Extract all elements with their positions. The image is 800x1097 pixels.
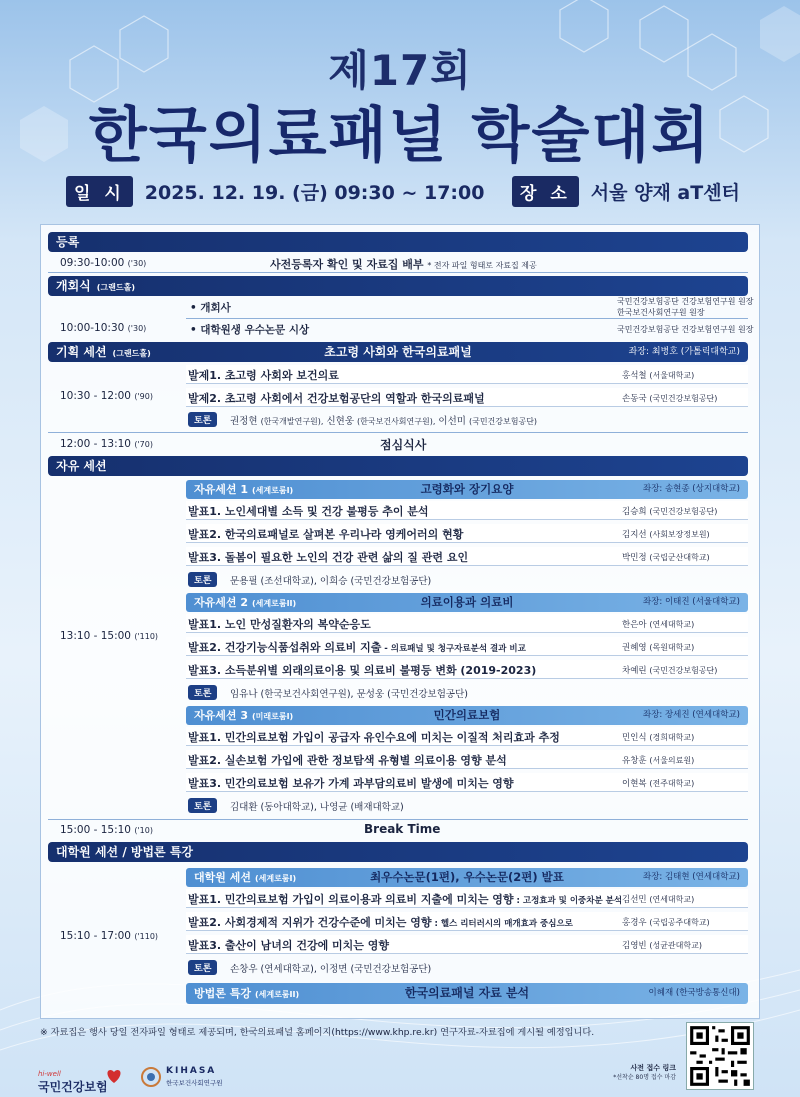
opening-item-1: • 개회사 [190, 302, 231, 314]
discussion-row: 토론 권정현 (한국개발연구원), 신현웅 (한국보건사회연구원), 이선미 (국민건강보험공단) [186, 411, 748, 429]
registration-time: 09:30-10:00 ('30) [60, 257, 147, 269]
talk-row: 발표2. 건강기능식품섭취와 의료비 지출 - 의료패널 및 청구자료분석 결과 비교 권혜영 (목원대학교) [186, 637, 748, 656]
free-session-2-header: 자유세션 2 (세계로룸II) 의료이용과 의료비 좌장: 이태진 (서울대학교) [186, 593, 748, 612]
discussion-row: 토론 김대환 (동아대학교), 나영균 (배재대학교) [186, 797, 748, 815]
free-session-time: 13:10 - 15:00 ('110) [60, 630, 159, 642]
free-session-header: 자유 세션 [48, 456, 748, 476]
opening-speaker-1a: 국민건강보험공단 건강보험연구원 원장 [617, 297, 754, 306]
special-session-time: 10:30 - 12:00 ('90) [60, 390, 153, 402]
method-lecture-header: 방법론 특강 (세계로룸II) 한국의료패널 자료 분석 이혜재 (한국방송통신대) [186, 983, 748, 1004]
talk-row: 발표3. 소득분위별 외래의료이용 및 의료비 불평등 변화 (2019-2023) 차예린 (국민건강보험공단) [186, 660, 748, 679]
talk-row: 발표1. 노인세대별 소득 및 건강 불평등 추이 분석 김승희 (국민건강보험공단) [186, 501, 748, 520]
place-tag: 장 소 [512, 176, 579, 207]
talk-row: 발표3. 민간의료보험 보유가 가계 과부담의료비 발생에 미치는 영향 이현복 (전주대학교) [186, 773, 748, 792]
opening-speaker-1b: 한국보건사회연구원 원장 [617, 308, 705, 317]
talk-row: 발제1. 초고령 사회와 보건의료 홍석철 (서울대학교) [186, 365, 748, 384]
kihasa-emblem-icon [140, 1066, 162, 1088]
opening-header: 개회식 (그랜드홀) [48, 276, 748, 296]
free-session-1-header: 자유세션 1 (세계로룸I) 고령화와 장기요양 좌장: 송현종 (상지대학교) [186, 480, 748, 499]
heart-logo-icon [104, 1066, 124, 1086]
date-info [66, 176, 484, 206]
talk-row: 발표1. 노인 만성질환자의 복약순응도 한은아 (연세대학교) [186, 614, 748, 633]
break-time: 15:00 - 15:10 ('10) [60, 824, 153, 836]
registration-header: 등록 [48, 232, 748, 252]
registration-qr-code[interactable] [686, 1022, 754, 1090]
talk-row: 발표3. 돌봄이 필요한 노인의 건강 관련 삶의 질 관련 요인 박민정 (국립군산대학교) [186, 547, 748, 566]
opening-time: 10:00-10:30 ('30) [60, 322, 147, 334]
lunch-time: 12:00 - 13:10 ('70) [60, 438, 153, 450]
qr-label: 사전 접수 링크 *선착순 80명 접수 마감 [613, 1064, 676, 1081]
discussion-row: 토론 문용필 (조선대학교), 이희승 (국민건강보험공단) [186, 571, 748, 589]
talk-row: 발표2. 사회경제적 지위가 건강수준에 미치는 영향 : 헬스 리터러시의 매개효과 중심으로 홍경우 (국립공주대학교) [186, 912, 748, 931]
event-title: 한국의료패널 학술대회 [88, 101, 712, 171]
special-session-header: 기획 세션 (그랜드홀) 초고령 사회와 한국의료패널 좌장: 최병호 (가톨릭대학교) [48, 342, 748, 362]
grad-session-header: 대학원 세션 / 방법론 특강 [48, 842, 748, 862]
opening-speaker-2: 국민건강보험공단 건강보험연구원 원장 [617, 325, 754, 334]
divider [48, 432, 748, 433]
grad-session-time: 15:10 - 17:00 ('110) [60, 930, 159, 942]
break-text: Break Time [364, 822, 441, 836]
opening-item-2: • 대학원생 우수논문 시상 [190, 324, 310, 336]
talk-row: 발표1. 민간의료보험 가입이 공급자 유인수요에 미치는 이질적 처리효과 추정 민인식 (경희대학교) [186, 727, 748, 746]
date-tag: 일 시 [66, 176, 133, 207]
talk-row: 발표1. 민간의료보험 가입이 의료이용과 의료비 지출에 미치는 영향 : 고정효과 및 이중차분 분석 김선민 (연세대학교) [186, 889, 748, 908]
place-text: 서울 양재 aT센터 [590, 181, 740, 204]
talk-row: 발표3. 출산이 남녀의 건강에 미치는 영향 김영빈 (성균관대학교) [186, 935, 748, 954]
talk-row: 발표2. 실손보험 가입에 관한 정보탐색 유형별 의료이용 영향 분석 유창훈 (서울의료원) [186, 750, 748, 769]
grad-subsession-header: 대학원 세션 (세계로룸I) 최우수논문(1편), 우수논문(2편) 발표 좌장: 김태현 (연세대학교) [186, 868, 748, 887]
discussion-row: 토론 임유나 (한국보건사회연구원), 문성웅 (국민건강보험공단) [186, 684, 748, 702]
talk-row: 발제2. 초고령 사회에서 건강보험공단의 역할과 한국의료패널 손동국 (국민건강보험공단) [186, 388, 748, 407]
talk-row: 발표2. 한국의료패널로 살펴본 우리나라 영케어러의 현황 김지선 (사회보장정보원) [186, 524, 748, 543]
divider [48, 272, 748, 273]
divider [186, 318, 748, 319]
nhis-logo: hi-well 국민건강보험 [38, 1070, 108, 1094]
edition-title: 제17회 [328, 46, 472, 95]
date-text: 2025. 12. 19. (금) 09:30 ~ 17:00 [144, 181, 485, 204]
footer-note: ※ 자료집은 행사 당일 전자파일 형태로 제공되며, 한국의료패널 홈페이지(https://www.khp.re.kr) 연구자료-자료집에 게시될 예정입니다. [40, 1027, 595, 1038]
lunch-text: 점심식사 [380, 438, 427, 452]
place-info [512, 176, 740, 206]
registration-text: 사전등록자 확인 및 자료집 배부 * 전자 파일 형태로 자료집 제공 [270, 258, 537, 271]
free-session-3-header: 자유세션 3 (미래로룸I) 민간의료보험 좌장: 장세진 (연세대학교) [186, 706, 748, 725]
discussion-row: 토론 손창우 (연세대학교), 이정면 (국민건강보험공단) [186, 959, 748, 977]
divider [48, 819, 748, 820]
